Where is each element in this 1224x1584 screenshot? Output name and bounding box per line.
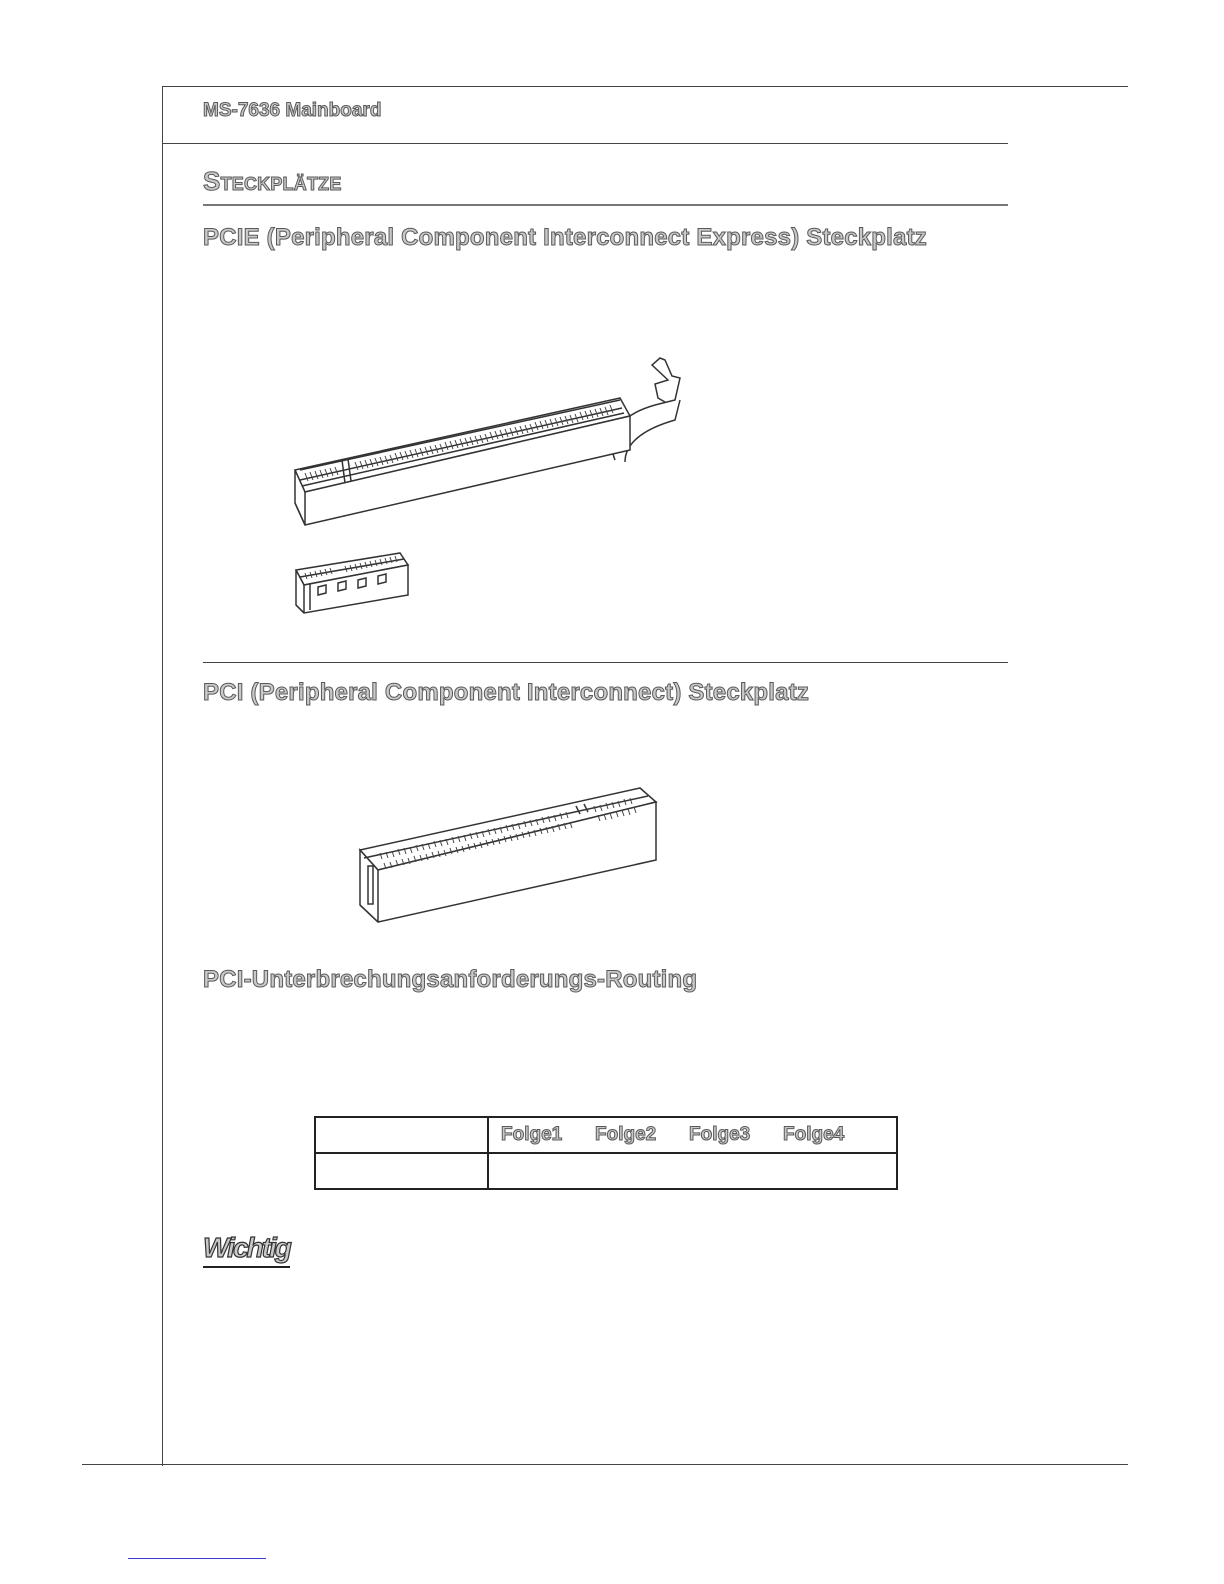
- table-cell-empty: [315, 1153, 488, 1189]
- column-header-folge3: Folge3: [689, 1124, 751, 1145]
- pci-routing-heading: PCI-Unterbrechungsanforderungs-Routing: [203, 966, 698, 993]
- irq-routing-table: [314, 1116, 898, 1190]
- important-notice-label: Wichtig: [203, 1232, 290, 1268]
- header-rule: [162, 143, 1008, 144]
- table-cell-empty: [488, 1153, 897, 1189]
- table-row: [315, 1117, 897, 1153]
- section-rule: [203, 204, 1008, 206]
- column-header-folge1: Folge1: [501, 1124, 563, 1145]
- pcie-slot-heading: PCIE (Peripheral Component Interconnect Express) Steckplatz: [203, 224, 927, 251]
- table-header-cell: [488, 1117, 897, 1153]
- table-cell-empty: [315, 1117, 488, 1153]
- pci-section-rule: [203, 662, 1008, 663]
- left-margin-line: [162, 86, 163, 1466]
- top-border-line: [162, 86, 1128, 87]
- column-header-folge4: Folge4: [783, 1124, 845, 1145]
- pci-slot-heading: PCI (Peripheral Component Interconnect) Steckplatz: [203, 679, 810, 706]
- bottom-border-line: [82, 1464, 1128, 1465]
- pcie-x1-slot-diagram: [290, 545, 420, 620]
- column-header-folge2: Folge2: [595, 1124, 657, 1145]
- footer-link-underline[interactable]: [128, 1558, 266, 1559]
- pci-slot-diagram: [350, 780, 670, 930]
- pcie-x16-slot-diagram: [280, 320, 700, 540]
- section-title: Steckplätze: [203, 166, 342, 196]
- table-row: [315, 1153, 897, 1189]
- running-head: MS-7636 Mainboard: [203, 100, 382, 121]
